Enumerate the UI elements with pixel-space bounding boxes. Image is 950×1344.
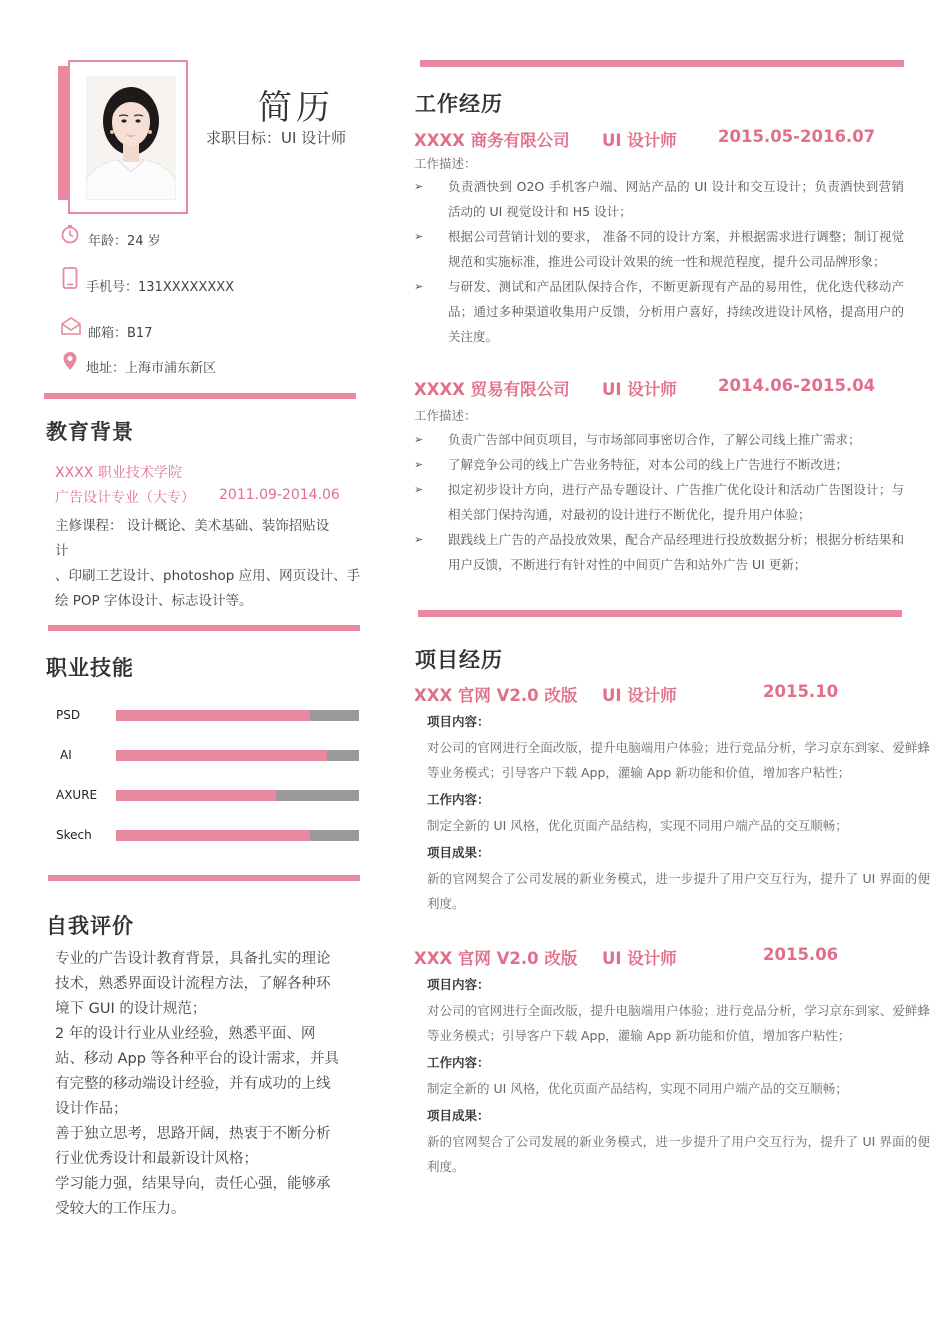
location-pin-icon (62, 351, 78, 375)
resume-title: 简历 (258, 88, 334, 128)
self-eval-line: 行业优秀设计和最新设计风格； (55, 1151, 258, 1167)
courses-text: 主修课程： 设计概论、美术基础、装饰招贴设 计 、印刷工艺设计、photoshop 应用、网页设计、手 绘 POP 字体设计、标志设计等。 (55, 518, 361, 609)
job-company: XXXX 贸易有限公司 (414, 380, 570, 399)
job-bullet-text: 与研发、测试和产品团队保持合作，不断更新现有产品的易用性，优化迭代移动产品；通过多种渠道收集用户反馈，分析用户喜好，持续改进设计风格，提高用户的关注度。 (448, 279, 904, 344)
skill-name: AXURE (56, 788, 98, 802)
arrow-bullet-icon: ➢ (414, 433, 424, 446)
skill-bar-track (116, 710, 359, 721)
job-bullet (414, 174, 904, 224)
skill-bar-fill (116, 830, 310, 841)
self-eval-line: 境下 GUI 的设计规范； (55, 1001, 207, 1017)
clock-icon (60, 224, 80, 248)
job-bullet (414, 427, 904, 452)
arrow-bullet-icon: ➢ (414, 533, 424, 546)
self-eval-line: 受较大的工作压力。 (55, 1201, 186, 1217)
project-role: UI 设计师 (602, 949, 677, 968)
project-name: XXX 官网 V2.0 改版 (414, 949, 578, 968)
job-role: UI 设计师 (602, 131, 677, 150)
arrow-bullet-icon: ➢ (414, 180, 424, 193)
self-eval-line: 有完整的移动端设计经验，并有成功的上线 (55, 1076, 331, 1092)
work-heading: 工作经历 (415, 92, 503, 116)
skill-name: Skech (56, 828, 92, 842)
arrow-bullet-icon: ➢ (414, 458, 424, 471)
project-date: 2015.10 (763, 682, 839, 701)
project-details: 项目内容： 对公司的官网进行全面改版，提升电脑端用户体验；进行竞品分析，学习京东到家、爱鲜蜂等业务模式；引导客户下载 App，灌输 App 新功能和价值，增加客户粘性； 工作内容： 制定全新的 UI 风格，优化页面产品结构，实现不同用户端产品的交互顺畅； 项目成果： 新的官网契合了公司发展的新业务模式，进一步提升了用户交互行为，提升了 UI 界面的便利度。 (427, 714, 930, 911)
skill-row (56, 708, 361, 724)
job-role: UI 设计师 (602, 380, 677, 399)
photo-frame (68, 60, 188, 214)
project-date: 2015.06 (763, 945, 839, 964)
project-name: XXX 官网 V2.0 改版 (414, 686, 578, 705)
skill-name: AI (60, 748, 72, 762)
skills-heading: 职业技能 (46, 656, 134, 680)
skill-name: PSD (56, 708, 81, 722)
job-bullet-text: 根据公司营销计划的要求， 准备不同的设计方案，并根据需求进行调整；制订视觉规范和实施标准，推进公司设计效果的统一性和规范程度，提升公司品牌形象； (448, 229, 904, 269)
phone-text: 手机号：131XXXXXXXX (86, 280, 235, 295)
job-bullets (414, 427, 904, 577)
self-eval-line: 2 年的设计行业从业经验，熟悉平面、网 (55, 1026, 316, 1042)
skill-bar-fill (116, 750, 327, 761)
job-period: 2015.05-2016.07 (718, 127, 876, 146)
skill-row (56, 828, 361, 844)
skill-row (56, 748, 361, 764)
job-bullet (414, 477, 904, 527)
skill-bar-track (116, 830, 359, 841)
project-role: UI 设计师 (602, 686, 677, 705)
divider-bar (48, 875, 360, 881)
self-eval-line: 技术，熟悉界面设计流程方法，了解各种环 (55, 976, 331, 992)
address-text: 地址：上海市浦东新区 (86, 361, 217, 376)
skill-bar-fill (116, 790, 276, 801)
photo-accent-bar (58, 66, 68, 200)
age-text: 年龄：24 岁 (88, 234, 161, 249)
arrow-bullet-icon: ➢ (414, 230, 424, 243)
self-eval-line: 学习能力强，结果导向，责任心强，能够承 (55, 1176, 331, 1192)
job-desc-label: 工作描述： (414, 156, 477, 171)
job-objective: 求职目标：UI 设计师 (206, 129, 347, 147)
job-bullet-text: 负责酒快到 O2O 手机客户端、网站产品的 UI 设计和交互设计；负责酒快到营销活动的 UI 视觉设计和 H5 设计； (448, 179, 904, 219)
job-bullet (414, 527, 904, 577)
self-eval-heading: 自我评价 (46, 914, 134, 938)
skill-bar-track (116, 750, 359, 761)
divider-bar (420, 60, 904, 67)
job-bullets (414, 174, 904, 349)
divider-bar (48, 625, 360, 631)
skill-bar-track (116, 790, 359, 801)
job-company: XXXX 商务有限公司 (414, 131, 570, 150)
projects-heading: 项目经历 (415, 648, 503, 672)
mail-icon (60, 317, 82, 339)
job-desc-label: 工作描述： (414, 408, 477, 423)
avatar (86, 76, 176, 200)
education-heading: 教育背景 (46, 420, 134, 444)
divider-bar (44, 393, 356, 399)
job-bullet-text: 拟定初步设计方向，进行产品专题设计、广告推广优化设计和活动广告图设计；与相关部门保持沟通，对最初的设计进行不断优化，提升用户体验； (448, 482, 904, 522)
project-details: 项目内容： 对公司的官网进行全面改版，提升电脑端用户体验；进行竞品分析，学习京东到家、爱鲜蜂等业务模式；引导客户下载 App，灌输 App 新功能和价值，增加客户粘性； 工作内容： 制定全新的 UI 风格，优化页面产品结构，实现不同用户端产品的交互顺畅； 项目成果： 新的官网契合了公司发展的新业务模式，进一步提升了用户交互行为，提升了 UI 界面的便利度。 (427, 977, 930, 1174)
job-bullet (414, 452, 904, 477)
email-text: 邮箱：B17 (88, 326, 153, 341)
portrait-image (86, 76, 176, 200)
job-period: 2014.06-2015.04 (718, 376, 876, 395)
job-bullet-text: 负责广告部中间页项目，与市场部同事密切合作，了解公司线上推广需求； (448, 432, 861, 447)
school-name: XXXX 职业技术学院 (55, 465, 182, 481)
self-eval-line: 站、移动 App 等各种平台的设计需求，并具 (55, 1051, 340, 1067)
arrow-bullet-icon: ➢ (414, 483, 424, 496)
job-bullet (414, 224, 904, 274)
self-eval-text (55, 947, 365, 1222)
major-name: 广告设计专业（大专） (55, 490, 195, 506)
job-bullet-text: 跟践线上广告的产品投放效果，配合产品经理进行投放数据分析；根据分析结果和用户反馈，不断进行有针对性的中间页广告和站外广告 UI 更新； (448, 532, 904, 572)
self-eval-line: 善于独立思考，思路开阔，热衷于不断分析 (55, 1126, 331, 1142)
job-bullet-text: 了解竞争公司的线上广告业务特征，对本公司的线上广告进行不断改进； (448, 457, 849, 472)
divider-bar (418, 610, 902, 617)
phone-icon (62, 267, 78, 293)
skill-bar-fill (116, 710, 310, 721)
skill-row (56, 788, 361, 804)
arrow-bullet-icon: ➢ (414, 280, 424, 293)
self-eval-line: 设计作品； (55, 1101, 128, 1117)
job-bullet (414, 274, 904, 349)
education-period: 2011.09-2014.06 (219, 487, 340, 503)
self-eval-line: 专业的广告设计教育背景，具备扎实的理论 (55, 951, 331, 967)
